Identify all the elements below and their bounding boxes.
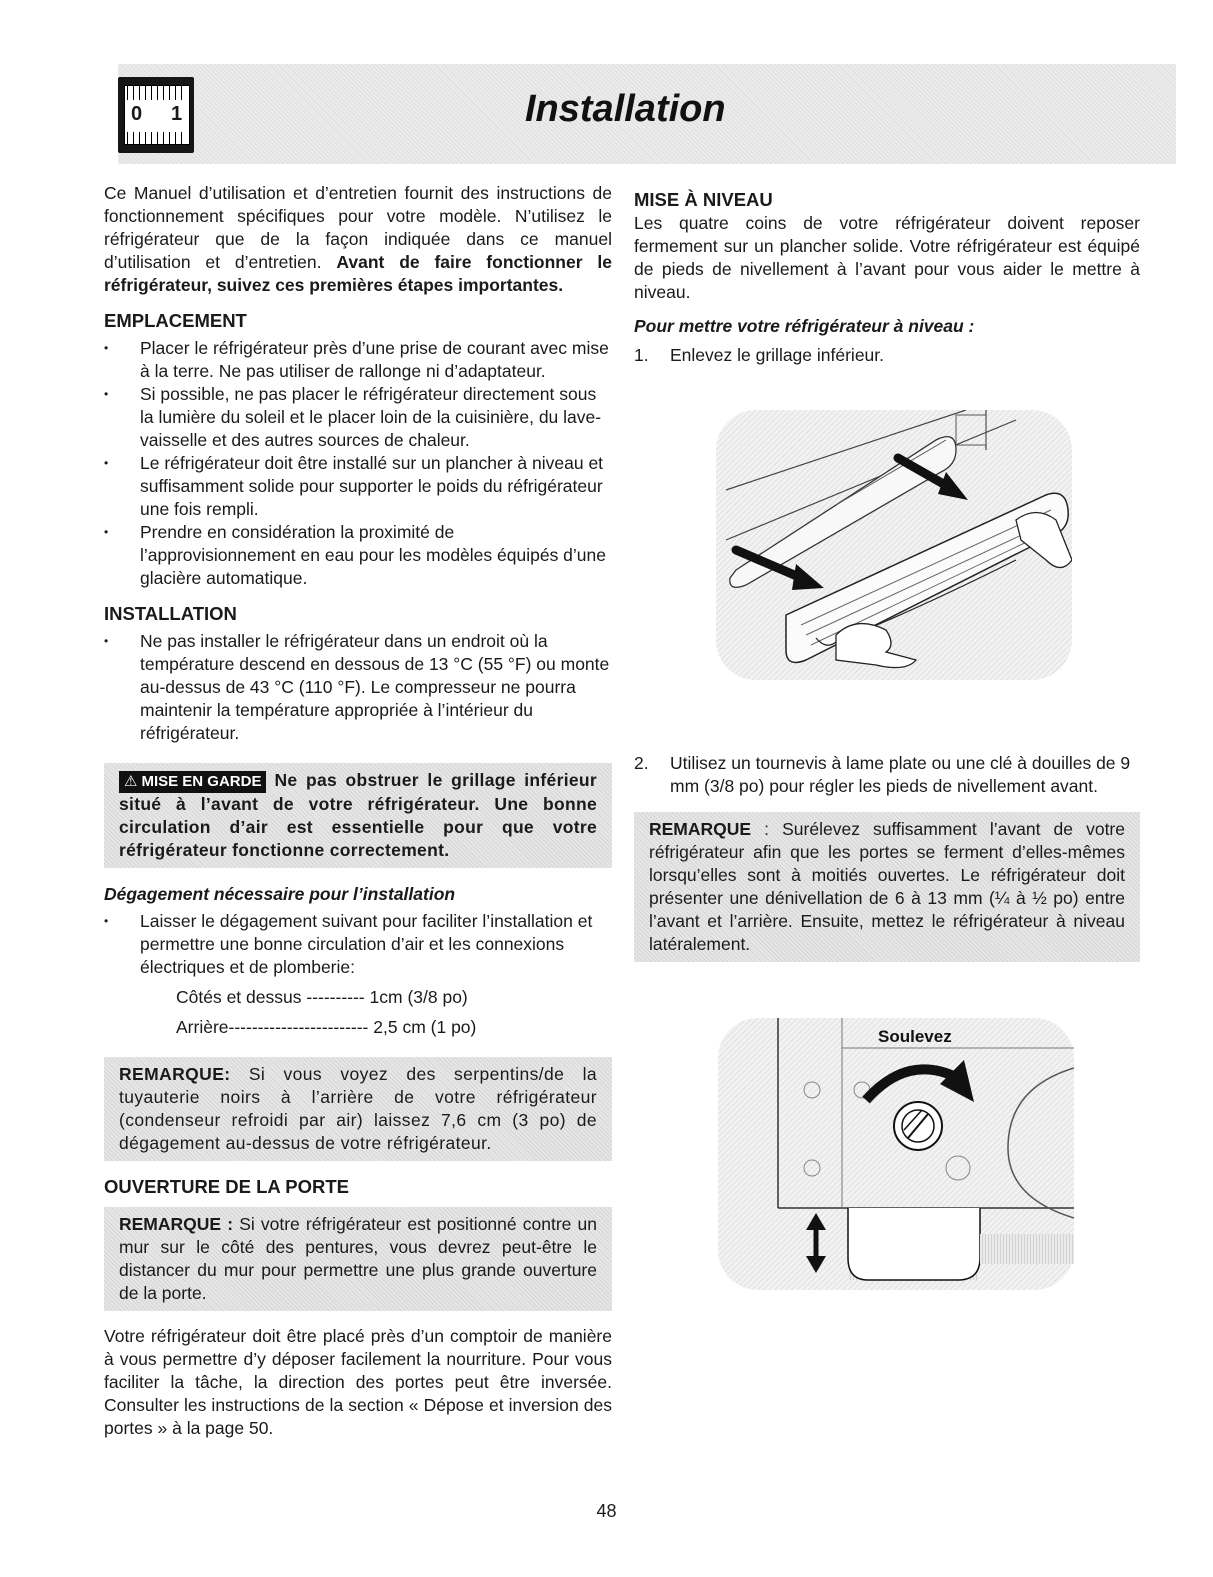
porte-paragraph: Votre réfrigérateur doit être placé près d’un comptoir de manière à vous permettre d’y déposer facilement la nourriture. Pour vous faciliter la tâche, la direction des portes peut être inversée. Consulter les instructions de la section « Dépose et inversion des portes » à la page 50.: [104, 1326, 612, 1438]
list-item: • Ne pas installer le réfrigérateur dans un endroit où la température descend en dessous de 13 °C (55 °F) ou monte au-dessus de 43 °C (110 °F). Le compresseur ne pourra maintenir la température appropriée à l’intérieur du réfrigérateur.: [104, 630, 612, 745]
note-text: Si votre réfrigérateur est positionné contre un mur sur le côté des pentures, vous devrez peut-être le distancer du mur pour permettre une plus grande ouverture de la porte.: [119, 1214, 597, 1303]
list-item: • Prendre en considération la proximité de l’approvisionnement en eau pour les modèles équipés d’une glacière automatique.: [104, 521, 612, 590]
list-item: • Placer le réfrigérateur près d’une prise de courant avec mise à la terre. Ne pas utiliser de rallonge ni d’adaptateur.: [104, 337, 612, 383]
niveau-heading: MISE À NIVEAU: [634, 189, 773, 210]
ruler-icon: [118, 77, 194, 153]
warning-badge: ⚠ MISE EN GARDE: [119, 771, 266, 793]
note-label: REMARQUE :: [119, 1214, 234, 1234]
note-text: : Surélevez suffisamment l’avant de votre réfrigérateur afin que les portes se ferment d’elles-mêmes lorsqu’elles sont à moitiés ouvertes. Le réfrigérateur doit présenter une dénivellation de 6 à 13 mm (¼ à ½ po) entre l’avant et l’arrière. Ensuite, mettez le réfrigérateur à niveau latéralement.: [649, 819, 1125, 954]
left-column: [104, 182, 612, 1440]
installation-list: [104, 630, 612, 745]
clearance-row-rear: Arrière------------------------ 2,5 cm (1 po): [176, 1017, 477, 1037]
emplacement-heading: EMPLACEMENT: [104, 310, 247, 331]
intro-paragraph: [104, 182, 612, 297]
note-text: Si vous voyez des serpentins/de la tuyauterie noirs à l’arrière de votre réfrigérateur (condenseur refroidi par air) laissez 7,6 cm (3 po) de dégagement au-dessus de votre réfrigérateur.: [119, 1064, 597, 1153]
niveau-subheading: Pour mettre votre réfrigérateur à niveau :: [634, 316, 975, 336]
page-title: Installation: [525, 88, 726, 130]
ruler-digit-0: 0: [131, 103, 143, 125]
note-condenser: [104, 1057, 612, 1161]
right-column: [634, 188, 1140, 367]
step-2: 2. Utilisez un tournevis à lame plate ou une clé à douilles de 9 mm (3/8 po) pour régler les pieds de nivellement avant.: [634, 753, 1131, 796]
note-leveling: [634, 812, 1140, 962]
porte-heading: OUVERTURE DE LA PORTE: [104, 1176, 349, 1197]
list-item: • Si possible, ne pas placer le réfrigérateur directement sous la lumière du soleil et le placer loin de la cuisinière, du lave-vaisselle et des autres sources de chaleur.: [104, 383, 612, 452]
note-label: REMARQUE:: [119, 1064, 231, 1084]
leveling-leg-illustration: [718, 1018, 1074, 1290]
right-column-lower: [634, 752, 1140, 962]
note-door: [104, 1207, 612, 1311]
warning-text: Ne pas obstruer le grillage inférieur situé à l’avant de votre réfrigérateur. Une bonne circulation d’air est essentielle pour que votre réfrigérateur fonctionne correctement.: [119, 770, 597, 860]
emplacement-list: [104, 337, 612, 590]
clearance-list: [104, 910, 612, 979]
figure-label-soulevez: Soulevez: [878, 1027, 952, 1046]
clearance-row-sides: Côtés et dessus ---------- 1cm (3/8 po): [176, 987, 468, 1007]
ruler-digit-1: 1: [171, 103, 183, 125]
grille-removal-illustration: [716, 410, 1072, 680]
installation-heading: INSTALLATION: [104, 603, 237, 624]
intro-bold-text: Avant de faire fonctionner le réfrigérateur, suivez ces premières étapes importantes.: [104, 252, 612, 295]
intro-text: Ce Manuel d’utilisation et d’entretien fournit des instructions de fonctionnement spécifiques pour votre modèle. N’utilisez le réfrigérateur que de la façon indiquée dans ce manuel d’utilisation et d’entretien.: [104, 183, 612, 272]
list-item: • Laisser le dégagement suivant pour faciliter l’installation et permettre une bonne circulation d’air et les connexions électriques et de plomberie:: [104, 910, 612, 979]
page-number: 48: [596, 1501, 617, 1521]
clearance-heading: Dégagement nécessaire pour l’installation: [104, 884, 456, 904]
list-item: • Le réfrigérateur doit être installé sur un plancher à niveau et suffisamment solide pour supporter le poids du réfrigérateur une fois rempli.: [104, 452, 612, 521]
warning-triangle-icon: ⚠: [124, 773, 138, 790]
step-1: 1. Enlevez le grillage inférieur.: [634, 345, 885, 365]
note-label: REMARQUE: [649, 819, 752, 839]
niveau-paragraph: Les quatre coins de votre réfrigérateur doivent reposer fermement sur un plancher solide. Votre réfrigérateur est équipé de pieds de nivellement à l’avant pour vous aider le mettre à niveau.: [634, 213, 1140, 302]
warning-box: [104, 763, 612, 868]
